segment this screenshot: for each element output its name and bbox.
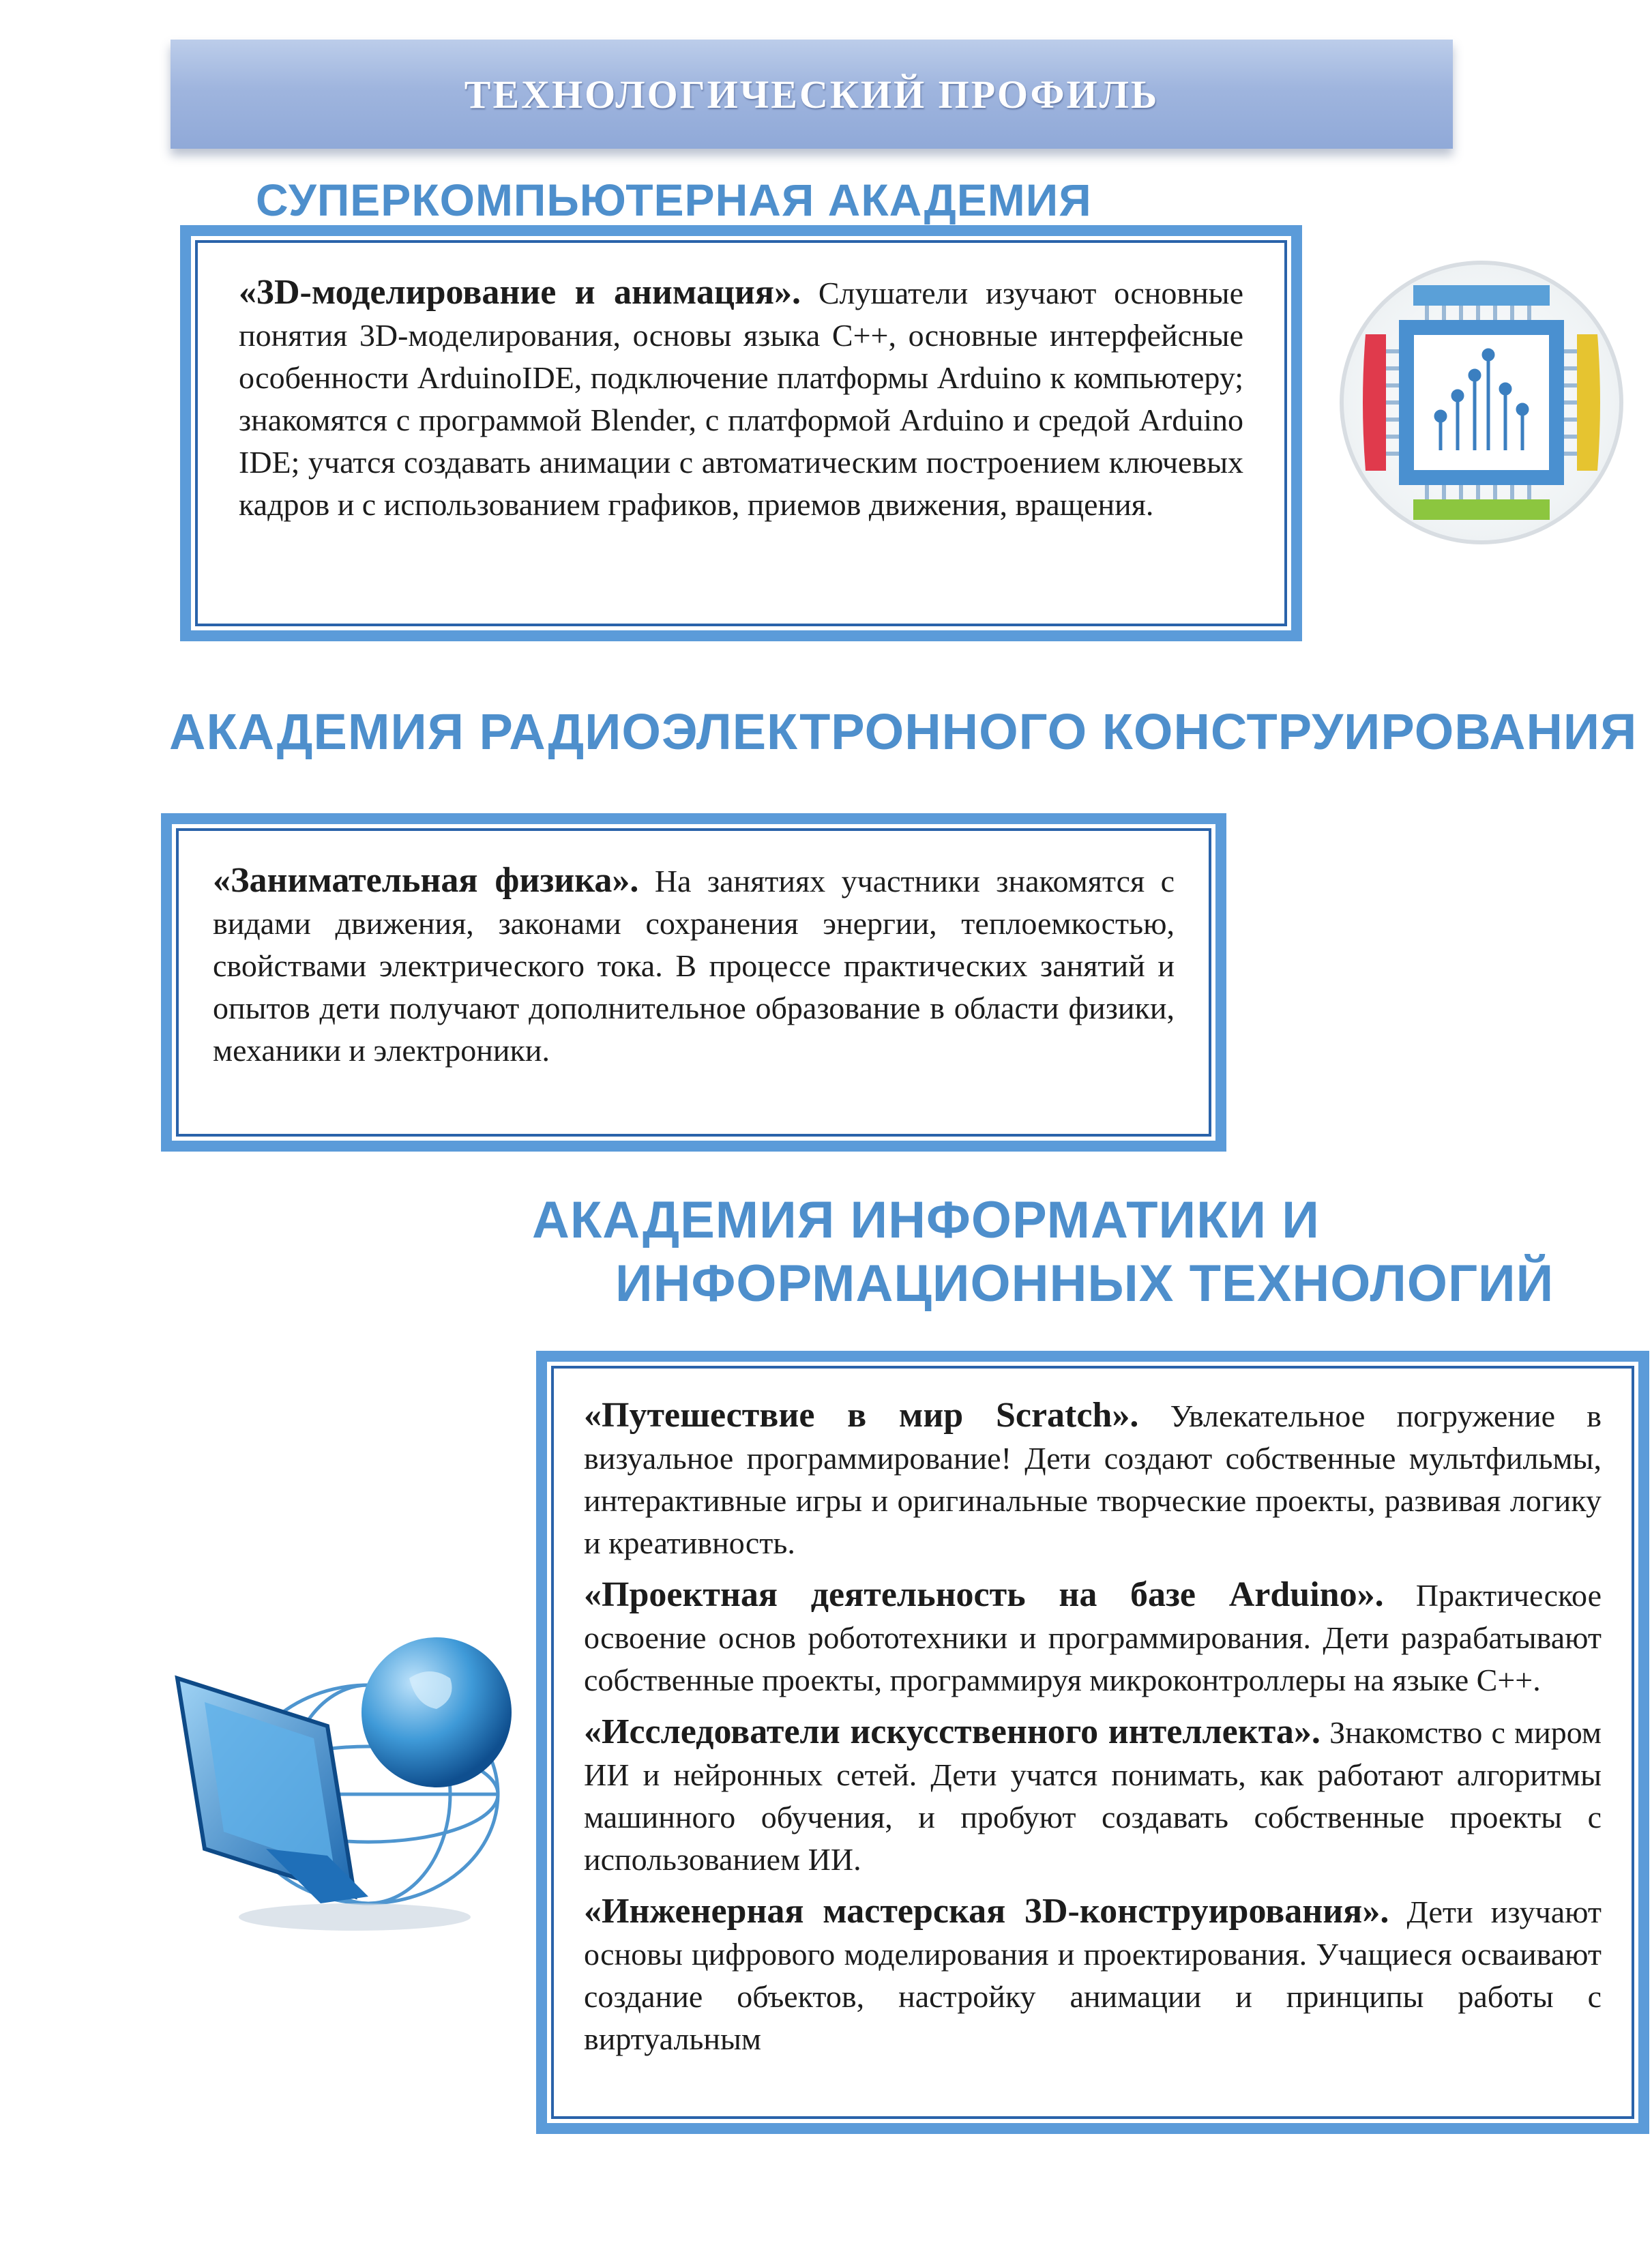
course-description: Практическое освоение основ робототехники и программирования. Дети разрабатывают собственные проекты, программируя микроконтроллеры на языке С++. [584,1578,1602,1697]
course-title: «Занимательная физика». [213,861,639,900]
course-description: Слушатели изучают основные понятия 3D-моделирования, основы языка С++, основные интерфейсные особенности ArduinoIDE, подключение платформы Arduino к компьютеру; знакомятся с программой Blender, с платформой Arduino и средой Arduino IDE; учатся создавать анимации с автоматическим построением ключевых кадров и с использованием графиков, приемов движения, вращения. [239,276,1244,522]
course-title: «3D-моделирование и анимация». [239,273,801,312]
course-3d-engineering [584,1890,1602,2060]
profile-banner [171,40,1453,149]
course-title: «Проектная деятельность на базе Arduino». [584,1575,1384,1614]
course-title: «Инженерная мастерская 3D-конструирования». [584,1892,1389,1931]
course-3d-modeling [239,272,1243,526]
course-box-informatics [536,1351,1649,2134]
course-description: На занятиях участники знакомятся с видами движения, законами сохранения энергии, теплоемкостью, свойствами электрического тока. В процессе практических занятий и опытов дети получают дополнительное образование в области физики, механики и электроники. [213,864,1175,1068]
section-heading-informatics-line2: ИНФОРМАЦИОННЫХ ТЕХНОЛОГИЙ [615,1255,1554,1313]
course-title: «Путешествие в мир Scratch». [584,1396,1139,1435]
course-box-3d-modeling [180,225,1302,641]
banner-title: ТЕХНОЛОГИЧЕСКИЙ ПРОФИЛЬ [464,72,1160,117]
course-physics [213,860,1175,1072]
course-title: «Исследователи искусственного интеллекта». [584,1712,1321,1751]
course-arduino [584,1574,1602,1701]
course-description: Знакомство с миром ИИ и нейронных сетей. Дети учатся понимать, как работают алгоритмы машинного обучения, и пробуют создавать собственные проекты с использованием ИИ. [584,1715,1602,1877]
section-heading-supercomputer: СУПЕРКОМПЬЮТЕРНАЯ АКАДЕМИЯ [256,175,1092,225]
section-heading-informatics-line1: АКАДЕМИЯ ИНФОРМАТИКИ И [532,1191,1320,1249]
course-scratch [584,1394,1602,1564]
course-description: Увлекательное погружение в визуальное программирование! Дети создают собственные мультфильмы, интерактивные игры и оригинальные творческие проекты, развивая логику и креативность. [584,1399,1602,1560]
section-heading-radioelectronics: АКАДЕМИЯ РАДИОЭЛЕКТРОННОГО КОНСТРУИРОВАНИЯ [169,703,1638,760]
course-description: Дети изучают основы цифрового моделирования и проектирования. Учащиеся осваивают создание объектов, настройку анимации и принципы работы с виртуальным [584,1895,1602,2056]
course-ai [584,1711,1602,1881]
computer-globe-icon [164,1624,546,1944]
course-box-physics [161,813,1226,1152]
processor-chip-icon [1338,259,1625,546]
